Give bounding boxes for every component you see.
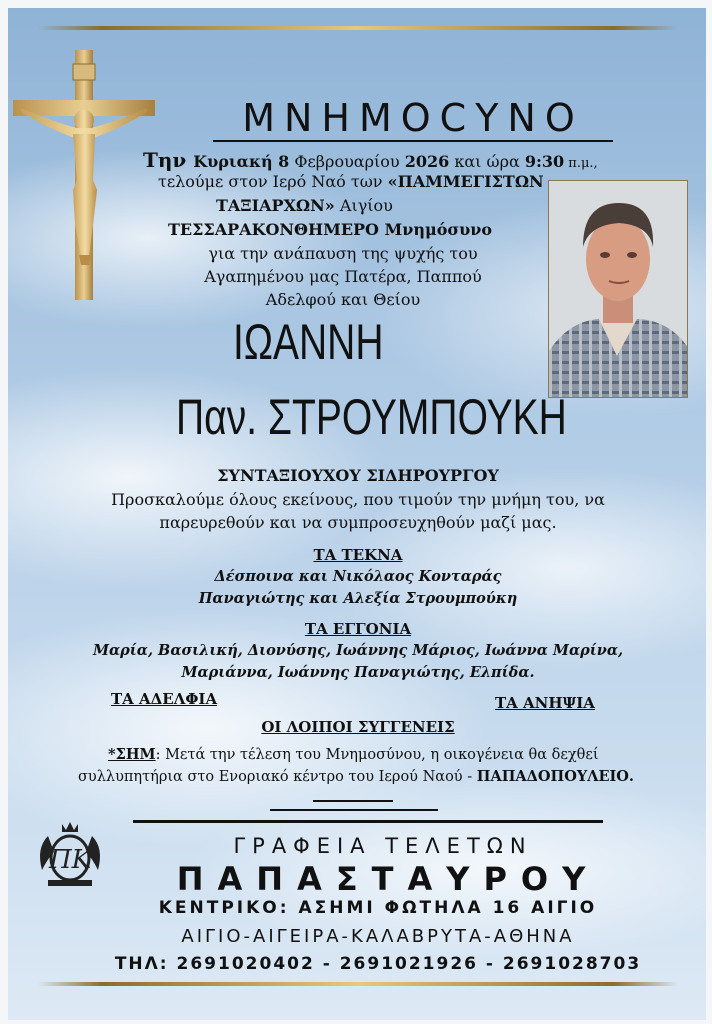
funeral-home-name: ΠΑΠΑΣΤΑΥΡΟΥ [176,860,600,898]
siblings-header: ΤΑ ΑΔΕΛΦΙΑ [111,690,218,708]
invitation-line-2: παρευρεθούν και να συμπροσευχηθούν μαζί μας. [159,513,557,532]
time-suffix: π.μ., [564,156,598,171]
service-date-line [143,148,598,172]
church-line-1 [158,172,544,191]
memorial-notice [8,8,706,1020]
children-line-2: Παναγιώτης και Αλεξία Στρουμπούκη [198,590,518,607]
funeral-home-locations: ΑΙΓΙΟ-ΑΙΓΕΙΡΑ-ΚΑΛΑΒΡΥΤΑ-ΑΘΗΝΑ [181,926,575,947]
divider-medium [270,809,438,811]
top-gold-rule [38,26,678,30]
grandchildren-line-1: Μαρία, Βασιλική, Διονύσης, Ιωάννης Μάριος, Ιωάννα Μαρίνα, [92,642,624,659]
repose-line: για την ανάπαυση της ψυχής του [208,244,478,263]
portrait-image [549,181,687,397]
memorial-type-line [168,220,492,239]
title-underline [213,140,613,142]
memorial-type: ΤΕΣΣΑΡΑΚΟΝΘΗΜΕΡΟ [168,220,379,239]
note-prefix: *ΣΗΜ [108,746,156,763]
funeral-home-label: ΓΡΑΦΕΙΑ ΤΕΛΕΤΩΝ [233,834,533,858]
relation-line-2: Αδελφού και Θείου [265,290,421,309]
church-name-1: «ΠΑΜΜΕΓΙΣΤΩΝ [387,172,544,191]
relation-line-1: Αγαπημένου μας Πατέρα, Παππού [204,267,482,286]
notice-title: ΜΝΗΜΟCΥΝΟ [242,96,584,140]
note-line-2 [78,768,634,785]
children-line-1: Δέσποινα και Νικόλαος Κονταράς [214,568,502,585]
funeral-home-address: ΚΕΝΤΡΙΚΟ: ΑΣΗΜΙ ΦΩΤΗΛΑ 16 ΑΙΓΙΟ [158,898,598,918]
service-day: Κυριακή 8 [193,152,290,171]
church-name-2: ΤΑΞΙΑΡΧΩΝ» [216,196,335,215]
deceased-occupation: ΣΥΝΤΑΞΙΟΥΧΟΥ ΣΙΔΗΡΟΥΡΓΟΥ [217,466,499,485]
nephews-header: ΤΑ ΑΝΗΨΙΑ [495,694,595,712]
church-intro: τελούμε στον Ιερό Ναό των [158,172,388,191]
memorial-word: Μνημόσυνο [378,220,493,239]
time-intro: και ώρα [449,152,525,171]
divider-short [313,800,393,802]
church-town: Αιγίου [334,196,393,215]
crucifix-icon [13,50,155,300]
service-year: 2026 [404,152,450,171]
invitation-line-1: Προσκαλούμε όλους εκείνους, που τιμούν την μνήμη του, να [111,490,605,509]
service-month: Φεβρουαρίου [289,152,405,171]
bottom-gold-rule [38,982,678,986]
church-line-2 [216,196,393,215]
note-venue: ΠΑΠΑΔΟΠΟΥΛΕΙΟ. [476,768,634,785]
funeral-home-phones: ΤΗΛ: 2691020402 - 2691021926 - 2691028703 [114,954,642,974]
children-header: ΤΑ ΤΕΚΝΑ [313,546,403,564]
note-text-1: : Μετά την τέλεση του Μνημοσύνου, η οικογένεια θα δεχθεί [155,747,599,763]
note-text-2: συλλυπητήρια στο Ενοριακό κέντρο του Ιερού Ναού - [78,769,477,785]
intro-text: Την [143,148,194,172]
grandchildren-line-2: Μαριάννα, Ιωάννης Παναγιώτης, Ελπίδα. [181,664,535,681]
relatives-header: ΟΙ ΛΟΙΠΟΙ ΣΥΓΓΕΝΕΙΣ [261,718,455,736]
service-time: 9:30 [524,152,565,171]
divider-long [133,820,603,823]
funeral-home-logo-icon [34,818,106,890]
note-line-1 [108,746,599,763]
grandchildren-header: ΤΑ ΕΓΓΟΝΙΑ [304,620,412,638]
deceased-photo [548,180,688,398]
deceased-surname: Παν. ΣΤΡΟΥΜΠΟΥΚΗ [176,389,567,445]
logo-monogram: ΠΚ [48,845,92,875]
deceased-first-name: ΙΩΑΝΝΗ [233,314,384,370]
